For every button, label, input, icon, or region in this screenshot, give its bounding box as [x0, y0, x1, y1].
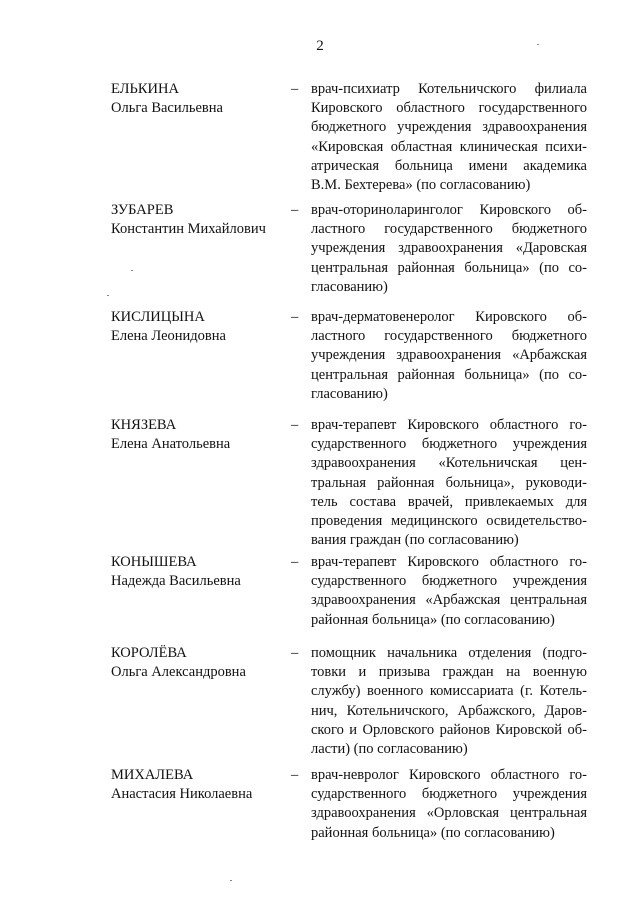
- member-surname: ЗУБАРЕВ: [111, 202, 174, 218]
- description-line: ластного государственного бюджетного: [311, 328, 587, 345]
- description-line: ластного государственного бюджетного: [311, 221, 587, 238]
- description-line: вания граждан (по согласованию): [311, 532, 519, 549]
- description-line: здравоохранения «Котельничская цен-: [311, 455, 587, 472]
- member-position-description: [311, 308, 587, 404]
- scan-speck: [107, 295, 109, 296]
- description-line: врач-невролог Кировского областного го-: [311, 767, 587, 783]
- member-surname: МИХАЛЕВА: [111, 767, 194, 783]
- description-line: товки и призыва граждан на военную: [311, 664, 587, 681]
- member-surname: КИСЛИЦЫНА: [111, 309, 205, 325]
- dash-separator: –: [291, 554, 299, 570]
- member-given-names: Елена Анатольевна: [111, 436, 231, 452]
- member-given-names: Анастасия Николаевна: [111, 786, 253, 802]
- description-line: бюджетного учреждения здравоохранения: [311, 119, 587, 136]
- member-position-description: [311, 766, 587, 843]
- member-surname: ЕЛЬКИНА: [111, 81, 179, 97]
- member-name: [111, 80, 286, 118]
- member-name: [111, 644, 286, 682]
- member-surname: КОРОЛЁВА: [111, 645, 187, 661]
- description-line: «Кировская областная клиническая психи-: [311, 138, 587, 155]
- description-line: врач-терапевт Кировского областного го-: [311, 554, 587, 570]
- description-line: учреждения здравоохранения «Арбажская: [311, 347, 587, 364]
- member-given-names: Ольга Александровна: [111, 664, 246, 680]
- description-line: тральная районная больница», руководи-: [311, 474, 587, 491]
- member-surname: КОНЫШЕВА: [111, 554, 197, 570]
- member-name: [111, 416, 286, 454]
- member-position-description: [311, 644, 587, 759]
- description-line: здравоохранения «Арбажская центральная: [311, 592, 587, 609]
- dash-separator: –: [291, 81, 299, 97]
- member-given-names: Ольга Васильевна: [111, 100, 223, 116]
- description-line: В.М. Бехтерева» (по согласованию): [311, 177, 531, 194]
- dash-separator: –: [291, 417, 299, 433]
- description-line: врач-оториноларинголог Кировского об-: [311, 202, 587, 218]
- description-line: нич, Котельничского, Арбажского, Даров-: [311, 702, 587, 719]
- description-line: проведения медицинского освидетельство-: [311, 513, 587, 530]
- dash-separator: –: [291, 309, 299, 325]
- member-name: [111, 201, 286, 239]
- scan-speck: [537, 44, 539, 45]
- scan-speck: [131, 270, 133, 271]
- description-line: врач-дерматовенеролог Кировского об-: [311, 309, 587, 325]
- description-line: гласованию): [311, 278, 388, 295]
- description-line: атрическая больница имени академика: [311, 157, 587, 174]
- description-line: центральная районная больница» (по со-: [311, 259, 587, 276]
- description-line: службу) военного комиссариата (г. Котель-: [311, 683, 587, 700]
- description-line: районная больница» (по согласованию): [311, 611, 555, 628]
- member-position-description: [311, 80, 587, 195]
- description-line: сударственного бюджетного учреждения: [311, 573, 587, 590]
- dash-separator: –: [291, 202, 299, 218]
- description-line: врач-терапевт Кировского областного го-: [311, 417, 587, 433]
- member-name: [111, 308, 286, 346]
- member-given-names: Надежда Васильевна: [111, 573, 241, 589]
- description-line: здравоохранения «Орловская центральная: [311, 805, 587, 822]
- description-line: сударственного бюджетного учреждения: [311, 786, 587, 803]
- description-line: врач-психиатр Котельничского филиала: [311, 81, 587, 97]
- description-line: тель состава врачей, привлекаемых для: [311, 493, 587, 510]
- scan-speck: [230, 880, 232, 881]
- description-line: ского и Орловского районов Кировской об-: [311, 721, 587, 738]
- description-line: сударственного бюджетного учреждения: [311, 436, 587, 453]
- dash-separator: –: [291, 645, 299, 661]
- member-given-names: Константин Михайлович: [111, 221, 266, 237]
- description-line: Кировского областного государственного: [311, 100, 587, 117]
- description-line: гласованию): [311, 385, 388, 402]
- member-position-description: [311, 416, 587, 550]
- member-name: [111, 553, 286, 591]
- description-line: помощник начальника отделения (подго-: [311, 645, 587, 661]
- member-position-description: [311, 553, 587, 630]
- description-line: центральная районная больница» (по со-: [311, 366, 587, 383]
- description-line: ласти) (по согласованию): [311, 741, 468, 758]
- page-number: 2: [316, 38, 324, 54]
- dash-separator: –: [291, 767, 299, 783]
- member-name: [111, 766, 286, 804]
- member-position-description: [311, 201, 587, 297]
- description-line: учреждения здравоохранения «Даровская: [311, 240, 587, 257]
- member-given-names: Елена Леонидовна: [111, 328, 226, 344]
- description-line: районная больница» (по согласованию): [311, 824, 555, 841]
- member-surname: КНЯЗЕВА: [111, 417, 177, 433]
